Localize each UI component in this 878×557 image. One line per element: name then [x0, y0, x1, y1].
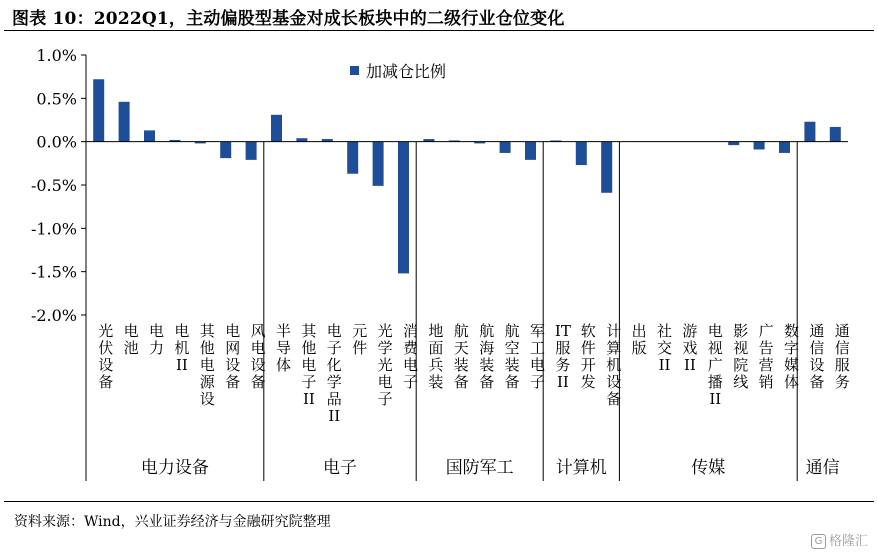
bar [93, 79, 104, 141]
category-label: 电力 [148, 322, 165, 357]
bar [754, 142, 765, 150]
source-note: 资料来源：Wind，兴业证券经济与金融研究院整理 [14, 514, 331, 530]
category-label: 消费电子 [402, 322, 419, 391]
category-label: 出版 [631, 322, 647, 357]
bar [601, 142, 612, 193]
category-label: 通信服务 [834, 322, 850, 391]
watermark [811, 530, 868, 549]
category-label: 通信设备 [809, 322, 825, 391]
bar [220, 142, 231, 158]
category-label: 社交 II [656, 322, 673, 374]
category-label: 军工电子 [529, 322, 546, 391]
category-label: 航空装备 [504, 322, 520, 391]
bar [347, 142, 358, 174]
category-label: 半导体 [275, 322, 292, 374]
bar [500, 142, 511, 153]
watermark-logo-icon: G [811, 534, 826, 549]
bar [830, 127, 841, 142]
legend-swatch [350, 66, 359, 75]
category-label: IT 服务 II [554, 322, 571, 391]
group-label: 电子 [323, 458, 357, 478]
category-label: 航天装备 [453, 322, 469, 391]
bar [144, 130, 155, 141]
bar [728, 142, 739, 145]
group-label: 计算机 [555, 458, 607, 478]
bar [119, 102, 130, 142]
category-label: 数字媒体 [783, 322, 800, 391]
category-label: 游戏 II [682, 322, 698, 374]
category-label: 其他电子 II [301, 322, 317, 408]
watermark-text: 格隆汇 [828, 534, 868, 549]
category-label: 影视院线 [733, 322, 749, 391]
bar [525, 142, 536, 160]
category-label: 广告营销 [758, 322, 774, 391]
y-tick-label: -2.0% [30, 306, 77, 325]
bar [804, 122, 815, 142]
category-label: 电视广播 II [707, 322, 723, 408]
bar [373, 142, 384, 186]
category-label: 电网设备 [225, 322, 241, 391]
bar [271, 115, 282, 142]
y-tick-label: 0.0% [36, 132, 77, 152]
bar [296, 138, 307, 141]
chart-title: 图表 10：2022Q1，主动偏股型基金对成长板块中的二级行业仓位变化 [12, 9, 565, 29]
y-tick-label: -0.5% [30, 176, 77, 195]
y-tick-label: -1.5% [30, 262, 77, 282]
bar [398, 142, 409, 274]
group-label: 通信 [805, 458, 840, 478]
category-label: 元件 [352, 322, 368, 357]
bar [779, 142, 790, 153]
y-tick-label: 1.0% [36, 46, 77, 65]
category-label: 风电设备 [250, 322, 266, 391]
category-label: 航海装备 [479, 322, 495, 391]
category-label: 软件开发 [580, 322, 596, 391]
category-label: 电子化学品 II [326, 322, 342, 425]
category-label: 计算机设备 [606, 322, 622, 408]
y-tick-label: 0.5% [36, 89, 77, 109]
legend-label: 加减仓比例 [366, 62, 447, 81]
bar [246, 142, 257, 160]
bar [576, 142, 587, 165]
group-label: 电力设备 [140, 458, 209, 478]
category-label: 电机 II [174, 322, 190, 374]
category-label: 电池 [123, 322, 139, 357]
category-label: 光学光电子 [377, 322, 393, 408]
category-label: 地面兵装 [428, 322, 444, 391]
group-label: 国防军工 [445, 458, 514, 478]
group-label: 传媒 [691, 458, 726, 478]
bottom-rule [4, 501, 874, 502]
category-label: 光伏设备 [98, 322, 114, 391]
category-label: 其他电源设 [199, 322, 215, 408]
y-tick-label: -1.0% [30, 219, 77, 239]
